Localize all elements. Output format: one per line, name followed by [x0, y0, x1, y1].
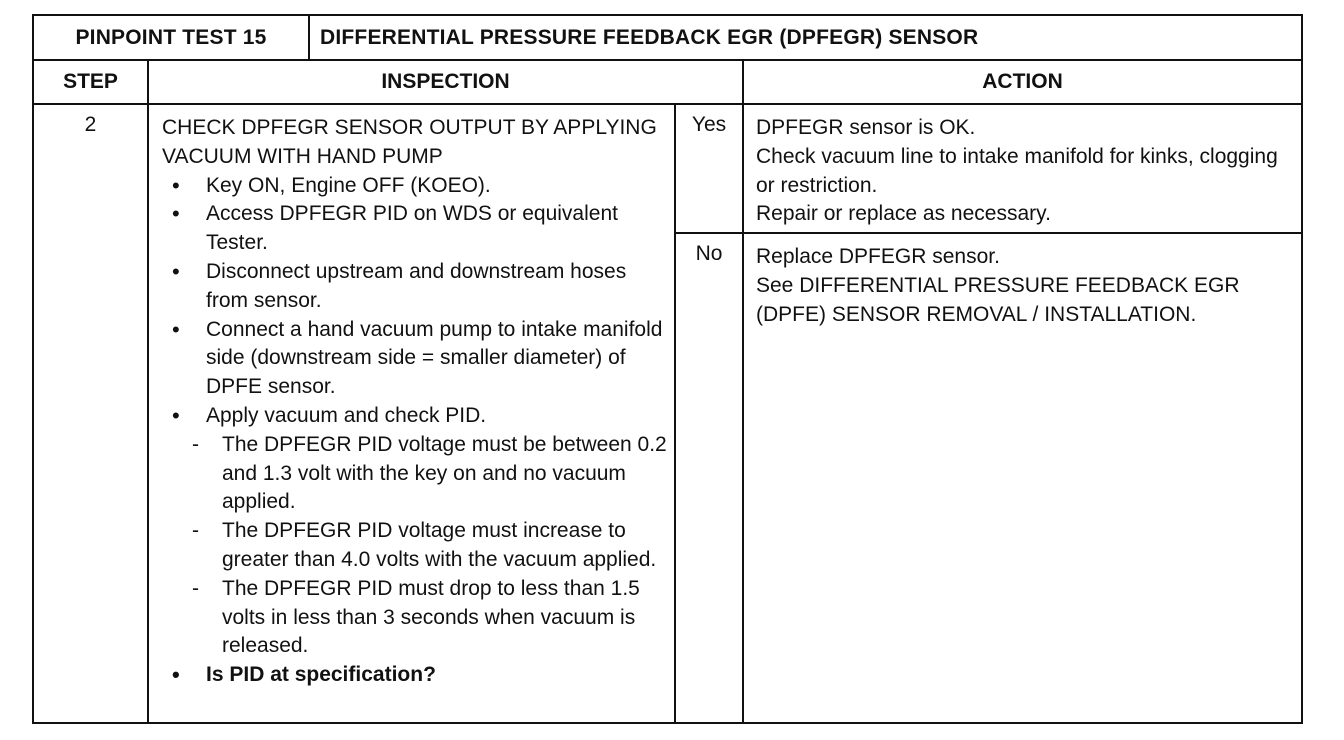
pinpoint-test-table	[32, 14, 1303, 724]
step-column-header: STEP	[63, 70, 118, 93]
inspection-sub-item: - The DPFEGR PID voltage must increase to greater than 4.0 volts with the vacuum applied.	[192, 517, 668, 575]
test-label: PINPOINT TEST 15	[75, 25, 267, 49]
inspection-sub-item: - The DPFEGR PID must drop to less than 1.5 volts in less than 3 seconds when vacuum is released.	[192, 575, 668, 661]
inspection-step-text: Apply vacuum and check PID.	[206, 403, 487, 427]
yes-action-line: Check vacuum line to intake manifold for kinks, clogging or restriction.	[756, 144, 1278, 197]
inspection-column-header: INSPECTION	[381, 70, 510, 93]
inspection-question: • Is PID at specification?	[162, 661, 668, 690]
inspection-cell	[149, 105, 674, 722]
yes-action	[744, 105, 1300, 232]
action-column-header: ACTION	[982, 70, 1063, 93]
test-title: DIFFERENTIAL PRESSURE FEEDBACK EGR (DPFEGR) SENSOR	[320, 25, 979, 49]
inspection-sub-items	[192, 431, 668, 661]
inspection-step: • Key ON, Engine OFF (KOEO).	[162, 172, 668, 201]
no-label: No	[695, 242, 723, 265]
inspection-step: • Connect a hand vacuum pump to intake manifold side (downstream side = smaller diameter) of DPFE sensor.	[162, 316, 668, 402]
no-action-line: Replace DPFEGR sensor.	[756, 245, 1000, 268]
yes-action-line: DPFEGR sensor is OK.	[756, 116, 976, 139]
inspection-sub-item: - The DPFEGR PID voltage must be between 0.2 and 1.3 volt with the key on and no vacuum applied.	[192, 431, 668, 517]
no-action	[744, 234, 1300, 722]
yes-action-line: Repair or replace as necessary.	[756, 202, 1051, 226]
no-action-line: See DIFFERENTIAL PRESSURE FEEDBACK EGR (DPFE) SENSOR REMOVAL / INSTALLATION.	[756, 273, 1240, 326]
inspection-step: • Access DPFEGR PID on WDS or equivalent Tester.	[162, 200, 668, 258]
inspection-heading: CHECK DPFEGR SENSOR OUTPUT BY APPLYING VACUUM WITH HAND PUMP	[162, 116, 657, 168]
inspection-step: • Disconnect upstream and downstream hoses from sensor.	[162, 258, 668, 316]
inspection-steps	[162, 172, 668, 690]
step-number: 2	[84, 113, 97, 136]
inspection-step-with-subitems	[162, 402, 668, 661]
yes-label: Yes	[691, 113, 727, 136]
